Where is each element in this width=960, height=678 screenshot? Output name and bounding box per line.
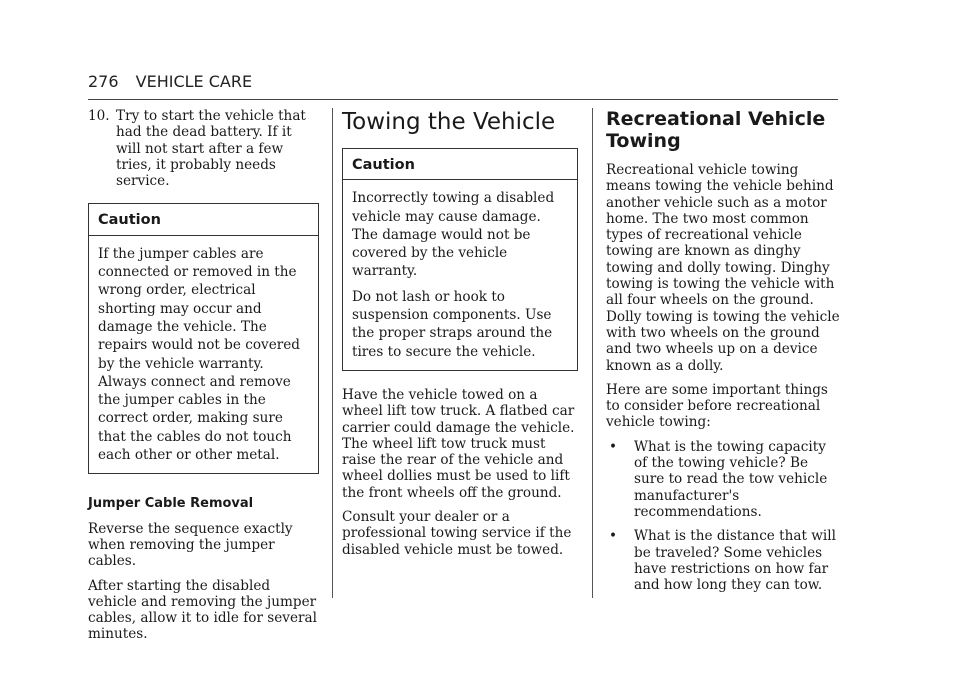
caution-title: Caution — [89, 204, 318, 235]
subheading: Jumper Cable Removal — [88, 496, 254, 512]
bullet-text: What is the distance that will be traveled? Some vehicles have restrictions on how far and how long they can tow. — [634, 528, 836, 594]
bullet-item — [606, 528, 842, 593]
column-1 — [88, 108, 319, 651]
caution-text: Do not lash or hook to suspension components. Use the proper straps around the tires to secure the vehicle. — [352, 288, 553, 360]
paragraph: Recreational vehicle towing means towing the vehicle behind another vehicle such as a motor home. The two most common types of recreational vehicle towing are known as dinghy towing and dolly towing. Dinghy towing is towing the vehicle with all four wheels on the ground. Dolly towing is towing the vehicle with two wheels on the ground and two wheels up on a device known as a dolly. — [606, 162, 840, 374]
paragraph: Reverse the sequence exactly when removing the jumper cables. — [88, 520, 293, 570]
column-2 — [342, 108, 578, 566]
section-title: Towing the Vehicle — [342, 109, 556, 135]
caution-title: Caution — [343, 149, 577, 180]
paragraph: Have the vehicle towed on a wheel lift tow truck. A flatbed car carrier could damage the vehicle. The wheel lift tow truck must raise the rear of the vehicle and wheel dollies must be used to lift the front wheels off the ground. — [342, 386, 575, 501]
caution-box — [342, 148, 578, 371]
paragraph: Consult your dealer or a professional towing service if the disabled vehicle must be towed. — [342, 509, 572, 558]
caution-box — [88, 203, 319, 474]
bullet-item — [606, 439, 842, 520]
section-name: VEHICLE CARE — [135, 72, 253, 91]
bullet-icon: • — [609, 528, 618, 545]
column-divider — [332, 108, 333, 598]
caution-text: If the jumper cables are connected or removed in the wrong order, electrical shorting may occur and damage the vehicle. The repairs would not be covered by the vehicle warranty. Always connect and remove the jumper cables in the correct order, making sure that the cables do not touch each other or other metal. — [98, 245, 300, 464]
caution-text: Incorrectly towing a disabled vehicle may cause damage. The damage would not be covered by the vehicle warranty. — [352, 190, 555, 280]
header-rule — [88, 99, 838, 100]
paragraph: After starting the disabled vehicle and removing the jumper cables, allow it to idle for several minutes. — [88, 577, 317, 643]
column-divider — [592, 108, 593, 598]
step-number: 10. — [88, 108, 110, 124]
section-title: Recreational Vehicle Towing — [606, 108, 826, 152]
page-number: 276 — [88, 72, 119, 91]
page-header — [88, 72, 252, 91]
bullet-text: What is the towing capacity of the towing vehicle? Be sure to read the tow vehicle manufacturer's recommendations. — [634, 438, 828, 520]
column-3 — [606, 108, 842, 601]
step-item — [88, 108, 319, 189]
bullet-icon: • — [609, 438, 618, 455]
step-text: Try to start the vehicle that had the dead battery. If it will not start after a few tries, it probably needs service. — [116, 108, 306, 190]
paragraph: Here are some important things to consider before recreational vehicle towing: — [606, 381, 828, 431]
